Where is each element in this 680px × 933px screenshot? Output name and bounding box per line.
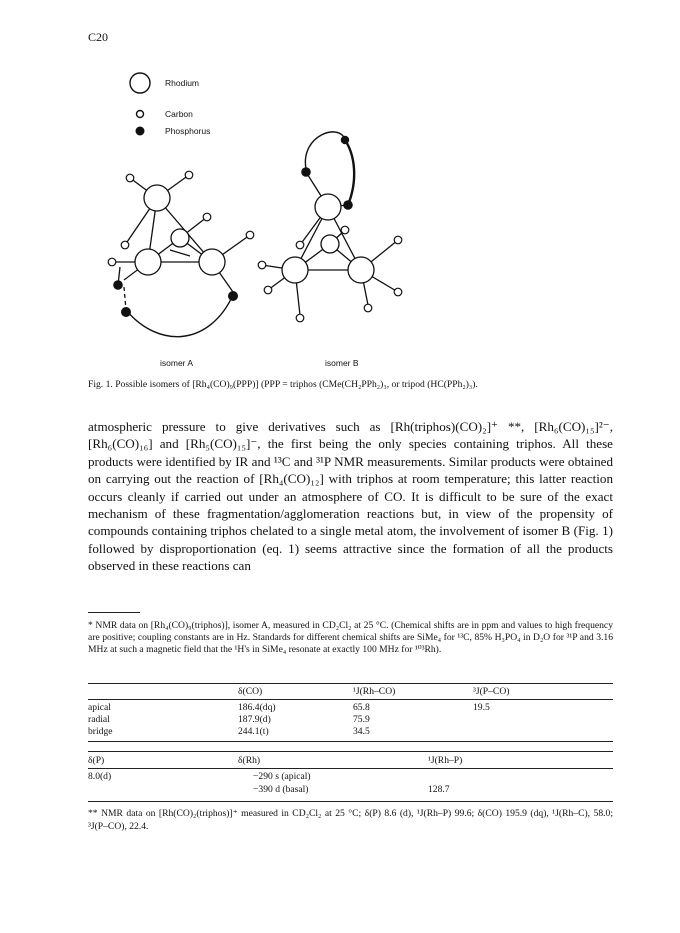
isomer-b-atoms [258, 136, 402, 322]
isomer-b-structure [262, 132, 398, 315]
isomer-a-label: isomer A [160, 358, 194, 368]
isomer-b-label: isomer B [325, 358, 359, 368]
footnote-rule [88, 612, 140, 613]
body-text: atmospheric pressure to give derivatives such as [Rh(triphos)(CO)₂]⁺ **, [Rh₆(CO)₁₅]²⁻, [Rh₆(CO)₁₆] and [Rh₅(CO)₁₅]⁻, the first being the only species containing triphos. All these products were identified by IR and ¹³C and ³¹P NMR measurements. Similar products were obtained on carrying out the reaction of [Rh₄(CO)₁₂] with triphos at room temperature; this latter reaction occurs cleanly if carried out under an atmosphere of CO. It is difficult to be sure of the exact mechanism of these fragmentation/agglomeration reactions but, in view of the propensity of compounds containing triphos chelated to a single metal atom, the involvement of isomer B (Fig. 1) followed by disproportionation (eq. 1) seems attractive since the formation of all the products observed in these reactions can [88, 419, 613, 574]
table2-header-delta-p: δ(P) [88, 755, 105, 766]
table2-header-j-rh-p: ¹J(Rh–P) [428, 755, 463, 766]
footnote-2 [88, 808, 613, 833]
page-number: C20 [88, 30, 109, 44]
isomer-a-atoms [108, 171, 254, 317]
table1-header-j-rh-co: ¹J(Rh–CO) [353, 686, 396, 697]
footnote-1-text: * NMR data on [Rh₄(CO)₉(triphos)], isomer A, measured in CD₂Cl₂ at 25 °C. (Chemical shifts are in ppm and values to high frequency are positive; coupling constants are in Hz. Standards for different chemical shifts are SiMe₄ for ¹³C, 85% H₃PO₄ in D₂O for ³¹P and 3.16 MHz at such a magnetic field that the ¹H's in SiMe₄ resonate at exactly 100 MHz for ¹⁰³Rh). [88, 620, 613, 656]
body-paragraph [88, 418, 613, 575]
isomer-a-structure [112, 175, 250, 337]
rhodium-legend-icon [130, 73, 150, 93]
footnote-2-text: ** NMR data on [Rh(CO)₂(triphos)]⁺ measured in CD₂Cl₂ at 25 °C; δ(P) 8.6 (d), ¹J(Rh–P) 99.6; δ(CO) 195.9 (dq), ¹J(Rh–C), 58.0; ³J(P–CO), 22.4. [88, 808, 613, 832]
carbon-legend-icon [137, 111, 144, 118]
phosphorus-legend-icon [136, 127, 145, 136]
figure-caption: Fig. 1. Possible isomers of [Rh₄(CO)₉(PPP)] (PPP = triphos (CMe(CH₂PPh₂)₃, or tripod (HC(PPh₂)₃). [88, 379, 478, 390]
table2-header-delta-rh: δ(Rh) [238, 755, 261, 766]
legend-phosphorus-label: Phosphorus [165, 126, 211, 136]
legend-carbon-label: Carbon [165, 109, 193, 119]
legend-rhodium-label: Rhodium [165, 78, 200, 88]
footnote-1 [88, 620, 613, 657]
table1-header-j-p-co: ³J(P–CO) [473, 686, 510, 697]
figure-legend-graphic [0, 0, 680, 360]
table1-header-delta-co: δ(CO) [238, 686, 263, 697]
